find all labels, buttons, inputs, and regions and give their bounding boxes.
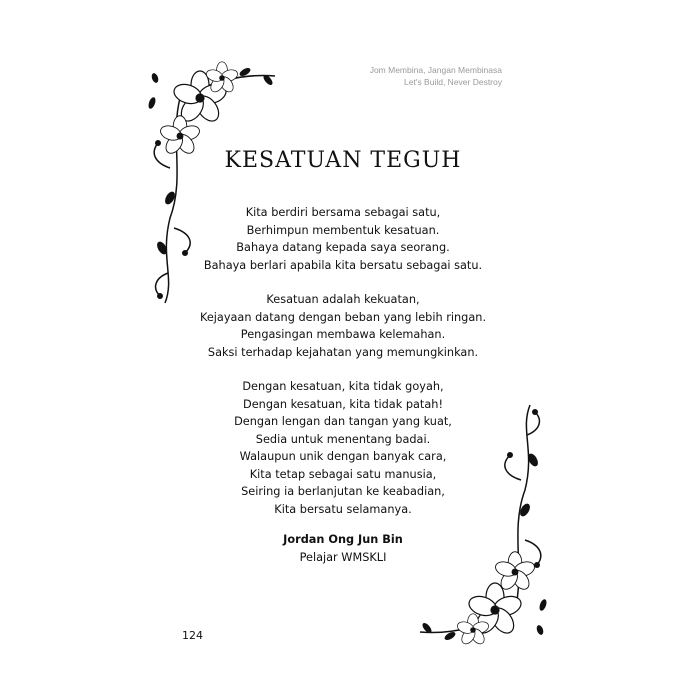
poem-line: Bahaya datang kepada saya seorang.: [236, 241, 450, 254]
page-number: 124: [182, 629, 203, 642]
poem-line: Seiring ia berlanjutan ke keabadian,: [241, 485, 445, 498]
stanza-3: [0, 378, 686, 518]
poem-line: Sedia untuk menentang badai.: [255, 432, 431, 446]
poem-line: Walaupun unik dengan banyak cara,: [239, 450, 447, 463]
poem-body: [0, 204, 686, 535]
poem-line: Bahaya berlari apabila kita bersatu sebagai satu.: [203, 258, 483, 272]
running-header: [370, 64, 502, 88]
header-line-english: Let's Build, Never Destroy: [404, 77, 502, 87]
poem-line: Kejayaan datang dengan beban yang lebih ringan.: [199, 310, 487, 324]
author-role: Pelajar WMSKLI: [299, 551, 387, 564]
poem-line: Kesatuan adalah kekuatan,: [266, 293, 420, 306]
poem-title: KESATUAN TEGUH: [224, 148, 462, 173]
poem-line: Dengan lengan dan tangan yang kuat,: [234, 415, 452, 428]
header-line-malay: Jom Membina, Jangan Membinasa: [369, 65, 502, 75]
stanza-1: [0, 204, 686, 274]
author-credit: [0, 531, 686, 567]
poem-line: Dengan kesatuan, kita tidak goyah,: [242, 380, 444, 393]
stanza-2: [0, 291, 686, 361]
poem-line: Kita tetap sebagai satu manusia,: [249, 467, 437, 481]
poem-line: Dengan kesatuan, kita tidak patah!: [243, 397, 443, 411]
poem-line: Kita berdiri bersama sebagai satu,: [245, 206, 441, 219]
poem-line: Kita bersatu selamanya.: [274, 502, 412, 516]
poem-line: Saksi terhadap kejahatan yang memungkinkan.: [207, 345, 479, 359]
poem-line: Berhimpun membentuk kesatuan.: [246, 223, 440, 237]
author-name: Jordan Ong Jun Bin: [283, 533, 403, 546]
poem-line: Pengasingan membawa kelemahan.: [240, 328, 446, 341]
